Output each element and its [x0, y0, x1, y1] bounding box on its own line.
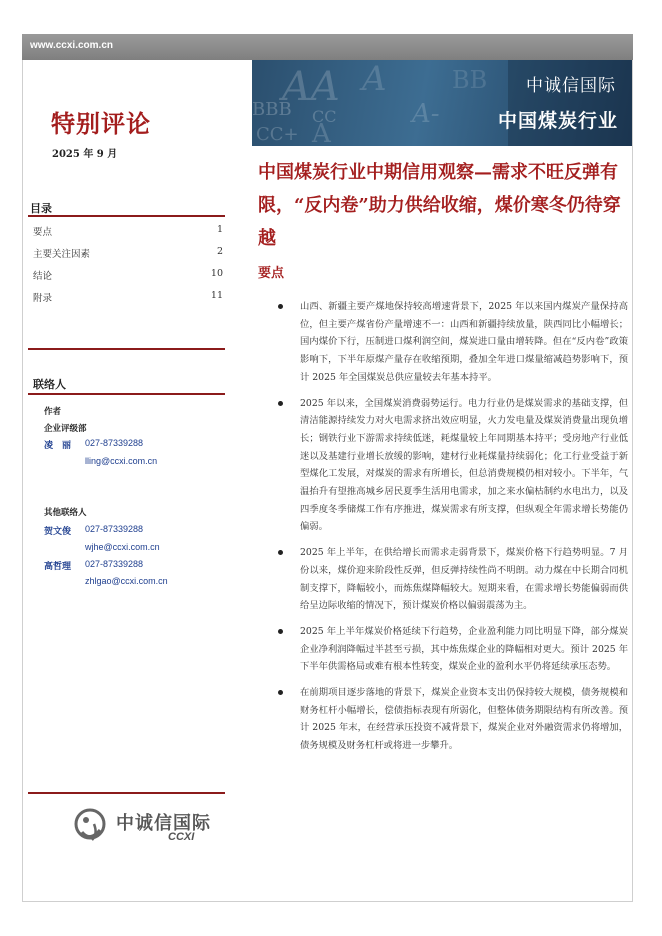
site-url[interactable]: www.ccxi.com.cn [30, 40, 113, 51]
report-date: 2025 年 9 月 [52, 149, 118, 160]
toc-item[interactable] [33, 246, 223, 268]
list-item [278, 395, 628, 537]
list-item-text: 山西、新疆主要产煤地保持较高增速背景下，2025 年以来国内煤炭产量保持高位，但主要产煤省份产量增速不一：山西和新疆持续放量，陕西同比小幅增长；国内煤价下行，压制进口煤利润空间，煤炭进口量由增转降。但在“反内卷”政策影响下，下半年原煤产量存在收缩预期，叠加全年进口煤量缩减趋势影响下，预计 2025 年全国煤炭总供应量较去年基本持平。 [300, 301, 628, 383]
toc-divider-bottom [28, 348, 225, 350]
key-points-heading: 要点 [258, 266, 285, 281]
list-item [278, 684, 628, 755]
header-banner [252, 60, 632, 146]
list-item-text: 2025 年上半年，在供给增长而需求走弱背景下，煤炭价格下行趋势明显。7 月份以来，煤价迎来阶段性反弹，但反弹持续性尚不明朗。动力煤在中长期合同机制支撑下，降幅较小，而炼焦煤降幅较大。短期来看，在需求增长势能偏弱而供给呈边际收缩的情况下，预计煤炭价格以偏弱震荡为主。 [300, 547, 628, 612]
bullet-dot-icon [278, 401, 283, 406]
toc-item-page: 2 [216, 246, 223, 257]
svg-text:A: A [362, 60, 387, 99]
list-item-text: 2025 年上半年煤炭价格延续下行趋势，企业盈利能力同比明显下降，部分煤炭企业净利润降幅过半甚至亏损，其中炼焦煤企业的降幅相对更大。预计 2025 年下半年供需格局或难有根本性转变，煤炭企业的盈利水平仍将延续承压态势。 [300, 625, 628, 673]
toc-item[interactable] [33, 290, 223, 312]
toc-title: 目录 [30, 202, 52, 215]
contact-email[interactable]: wjhe@ccxi.com.cn [85, 542, 160, 552]
bullet-dot-icon [278, 304, 283, 309]
contact-phone: 027-87339288 [85, 524, 144, 534]
list-item [278, 544, 628, 615]
banner-sector: 中国煤炭行业 [497, 110, 618, 132]
list-item [278, 298, 628, 387]
bullet-dot-icon [278, 550, 283, 555]
left-border [22, 60, 23, 902]
svg-text:A: A [312, 119, 331, 146]
svg-text:BB: BB [452, 66, 488, 94]
svg-text:BBB: BBB [252, 99, 292, 120]
bullet-dot-icon [278, 629, 283, 634]
toc-item-page: 1 [216, 224, 223, 235]
contacts-divider [28, 393, 225, 395]
logo-text: 中诚信国际 [116, 813, 211, 834]
list-item [278, 623, 628, 676]
banner-org-name: 中诚信国际 [526, 76, 616, 96]
toc-item-label: 附录 [33, 293, 53, 304]
table-of-contents [33, 224, 223, 312]
elephant-logo-icon [70, 806, 110, 846]
logo-divider [28, 792, 225, 794]
list-item-text: 在前期项目逐步落地的背景下，煤炭企业资本支出仍保持较大规模，债务规模和财务杠杆小幅增长，偿债指标表现有所弱化，但整体债务期限结构有所改善。预计 2025 年末，在经营承压投资不减背景下，煤炭企业对外融资需求仍将增加，债务规模及财务杠杆或将进一步攀升。 [300, 687, 628, 752]
contact-phone: 027-87339288 [85, 559, 144, 569]
bullet-dot-icon [278, 690, 283, 695]
toc-item-page: 10 [210, 268, 223, 279]
toc-divider-top [28, 215, 225, 217]
page-title: 中国煤炭行业中期信用观察—需求不旺反弹有限，“反内卷”助力供给收缩，煤价寒冬仍待穿越 [258, 162, 621, 249]
other-contacts-label: 其他联络人 [44, 508, 87, 518]
contact-name: 高哲理 [44, 562, 72, 572]
toc-item-label: 要点 [33, 227, 53, 238]
toc-item[interactable] [33, 268, 223, 290]
toc-item[interactable] [33, 224, 223, 246]
author-name: 凌 丽 [44, 441, 72, 451]
contact-name: 贺文俊 [44, 527, 72, 537]
authors-label: 作者 [44, 407, 62, 417]
list-item-text: 2025 年以来，全国煤炭消费弱势运行。电力行业仍是煤炭需求的基础支撑，但清洁能源持续发力对火电需求挤出效应明显，火力发电量及煤炭消费量出现负增长；钢铁行业下游需求持续低迷，耗煤量较上年同期基本持平；受房地产行业低迷以及基建行业增长放缓的影响，建材行业耗煤量持续弱化；化工行业受益于新型煤化工发展，对煤炭的需求有所增长，但总消费规模仍相对较小。下半年，气温抬升有望推高城乡居民夏季生活用电需求，加之来水偏枯制约水电出力，以及四季度冬季储煤工作有序推进，煤炭需求有所支撑，但纵观全年需求增长势能仍偏弱。 [300, 397, 628, 533]
toc-item-page: 11 [210, 290, 223, 301]
contacts-title: 联络人 [33, 378, 66, 391]
svg-text:AA: AA [282, 64, 340, 110]
key-points-list [278, 298, 628, 763]
svg-text:A-: A- [412, 99, 440, 129]
author-email[interactable]: lling@ccxi.com.cn [85, 456, 158, 466]
department-label: 企业评级部 [44, 424, 87, 434]
contact-email[interactable]: zhlgao@ccxi.com.cn [85, 576, 168, 586]
bottom-border [22, 901, 633, 902]
toc-item-label: 主要关注因素 [33, 249, 91, 260]
author-phone: 027-87339288 [85, 438, 144, 448]
report-type: 特别评论 [51, 109, 151, 138]
logo-subtext: CCXI [168, 831, 195, 843]
right-border [632, 60, 633, 902]
svg-text:CC+: CC+ [256, 124, 299, 145]
top-bar [22, 34, 633, 60]
svg-text:CC: CC [312, 107, 337, 126]
ccxi-logo [70, 806, 230, 848]
toc-item-label: 结论 [33, 271, 53, 282]
